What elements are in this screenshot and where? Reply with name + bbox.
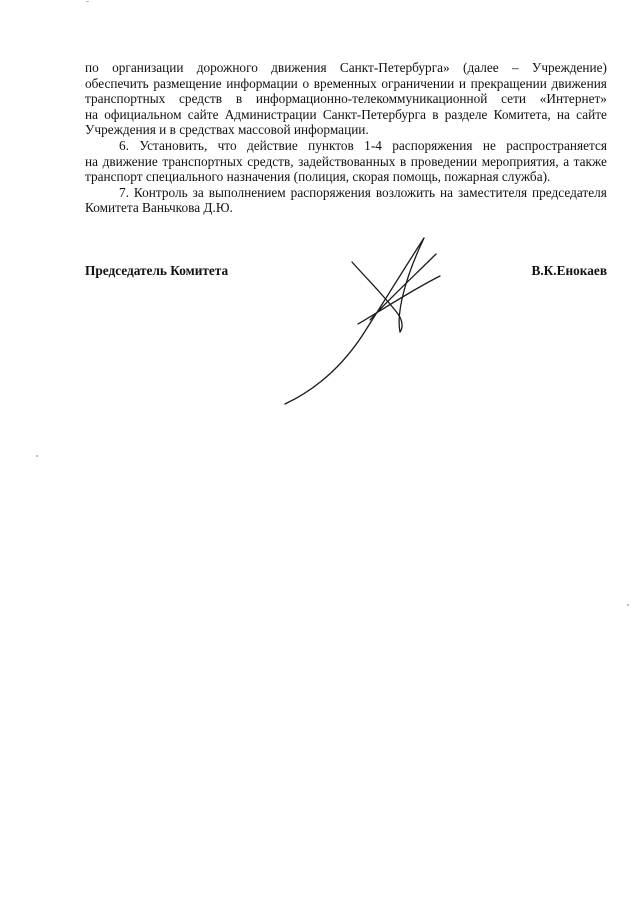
signatory-title: Председатель Комитета <box>85 263 229 278</box>
signatory-name: В.К.Енокаев <box>531 263 607 278</box>
text-line: на движение транспортных средств, задействованных в проведении мероприятия, а также <box>85 153 607 169</box>
scan-speck <box>627 604 629 606</box>
text-line: 6. Установить, что действие пунктов 1-4 распоряжения не распространяется <box>119 137 607 153</box>
document-body <box>85 60 607 216</box>
text-line: Учреждения и в средствах массовой информации. <box>85 122 369 138</box>
text-line: по организации дорожного движения Санкт-Петербурга» (далее – Учреждение) <box>85 60 607 75</box>
handwritten-signature <box>270 228 455 408</box>
scan-speck <box>36 455 38 457</box>
text-line: транспорт специального назначения (полиция, скорая помощь, пожарная служба). <box>85 169 551 185</box>
paragraph-6 <box>85 138 607 185</box>
scan-speck <box>86 1 89 2</box>
paragraph-7 <box>85 185 607 216</box>
paragraph-5-continuation <box>85 60 607 138</box>
text-line: Комитета Ваньчкова Д.Ю. <box>85 200 233 216</box>
text-line: 7. Контроль за выполнением распоряжения возложить на заместителя председателя <box>119 184 607 200</box>
text-line: обеспечить размещение информации о временных ограничении и прекращении движения <box>85 75 607 91</box>
text-line: транспортных средств в информационно-телекоммуникационной сети «Интернет» <box>85 91 607 107</box>
text-line: на официальном сайте Администрации Санкт-Петербурга в разделе Комитета, на сайте <box>85 106 607 122</box>
